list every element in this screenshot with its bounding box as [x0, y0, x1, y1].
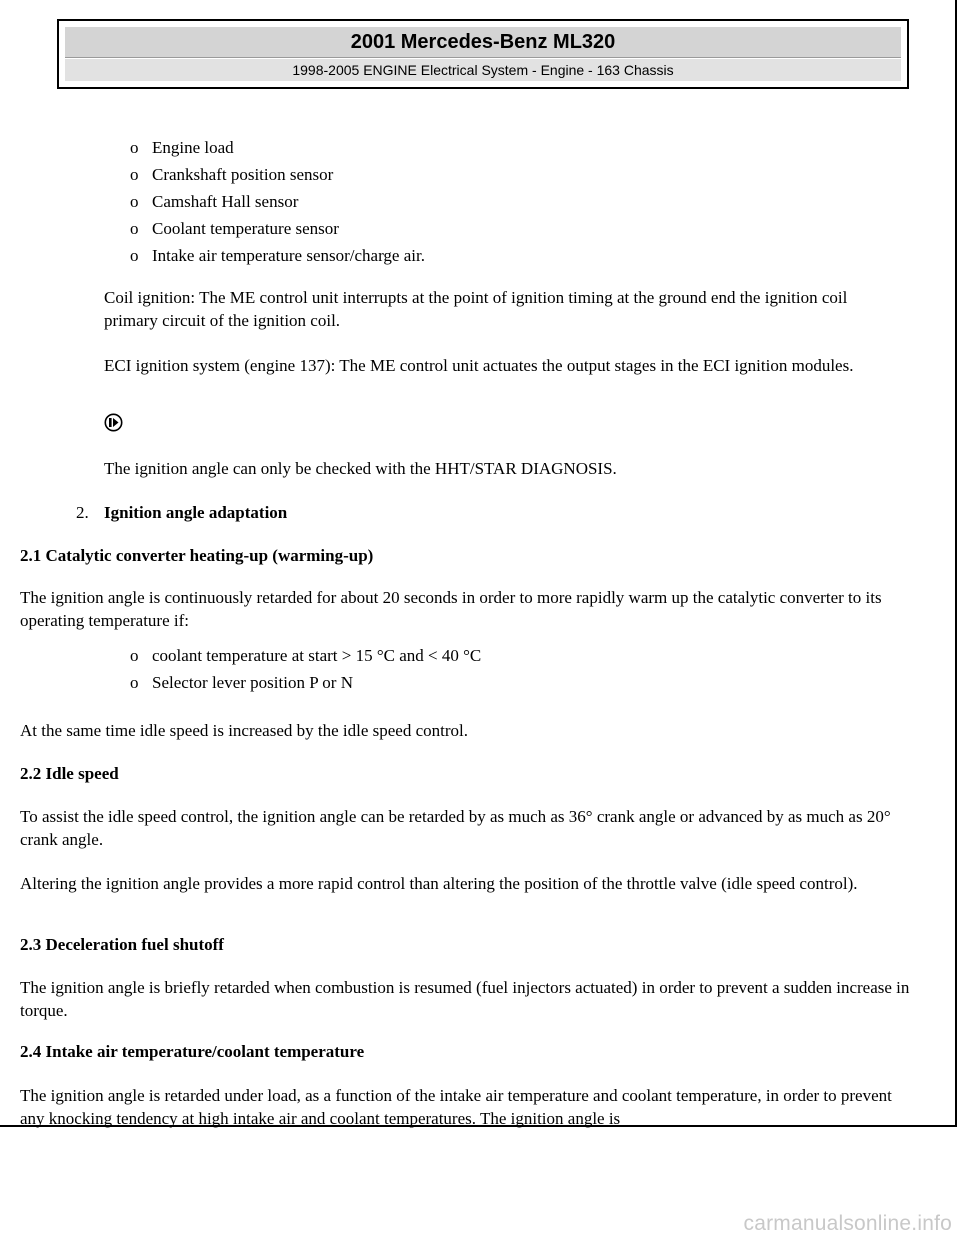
info-arrow-icon — [104, 413, 123, 432]
condition-bullet-list — [130, 644, 481, 694]
heading-2-1: 2.1 Catalytic converter heating-up (warming-up) — [20, 546, 374, 565]
heading-2-3: 2.3 Deceleration fuel shutoff — [20, 935, 224, 954]
list-item: o Coolant temperature sensor — [130, 219, 339, 238]
bullet-mark: o — [130, 673, 139, 692]
bullet-mark: o — [130, 192, 139, 211]
list-item: o Selector lever position P or N — [130, 673, 353, 692]
item-number: 2. — [76, 503, 89, 522]
watermark: carmanualsonline.info — [743, 1212, 952, 1235]
paragraph-2-4: The ignition angle is retarded under load, as a function of the intake air temperature and coolant temperature, in order to prevent any knocking tendency at high intake air and coolant temperatures. The ignition angle is — [20, 1086, 892, 1128]
header-title: 2001 Mercedes-Benz ML320 — [65, 27, 901, 58]
bullet-mark: o — [130, 138, 139, 157]
paragraph-2-1: The ignition angle is continuously retarded for about 20 seconds in order to more rapidly warm up the catalytic converter to its operating temperature if: — [20, 588, 882, 630]
bullet-mark: o — [130, 165, 139, 184]
list-item: o Crankshaft position sensor — [130, 165, 334, 184]
bullet-mark: o — [130, 646, 139, 665]
list-item: o Camshaft Hall sensor — [130, 192, 299, 211]
eci-ignition-paragraph: ECI ignition system (engine 137): The ME control unit actuates the output stages in the ECI ignition modules. — [104, 356, 854, 375]
bullet-mark: o — [130, 246, 139, 265]
document-header — [57, 19, 909, 89]
header-subtitle: 1998-2005 ENGINE Electrical System - Engine - 163 Chassis — [65, 59, 901, 81]
sensor-bullet-list — [130, 136, 425, 267]
heading-2-4: 2.4 Intake air temperature/coolant temperature — [20, 1042, 365, 1061]
list-item: o Intake air temperature sensor/charge air. — [130, 246, 425, 265]
list-item: o Engine load — [130, 138, 234, 157]
paragraph-2-2-a: To assist the idle speed control, the ignition angle can be retarded by as much as 36° crank angle or advanced by as much as 20° crank angle. — [20, 807, 891, 849]
coil-ignition-paragraph: Coil ignition: The ME control unit interrupts at the point of ignition timing at the ground end the ignition coil primary circuit of the ignition coil. — [104, 288, 848, 330]
list-item: o coolant temperature at start > 15 °C and < 40 °C — [130, 646, 482, 665]
heading-2-2: 2.2 Idle speed — [20, 764, 119, 783]
diagnosis-note: The ignition angle can only be checked with the HHT/STAR DIAGNOSIS. — [104, 459, 617, 478]
section-title-ignition-adaptation: Ignition angle adaptation — [104, 503, 288, 522]
bullet-mark: o — [130, 219, 139, 238]
paragraph-2-1-after: At the same time idle speed is increased by the idle speed control. — [20, 721, 469, 740]
paragraph-2-2-b: Altering the ignition angle provides a more rapid control than altering the position of the throttle valve (idle speed control). — [20, 874, 858, 893]
paragraph-2-3: The ignition angle is briefly retarded when combustion is resumed (fuel injectors actuated) in order to prevent a sudden increase in torque. — [20, 978, 910, 1020]
